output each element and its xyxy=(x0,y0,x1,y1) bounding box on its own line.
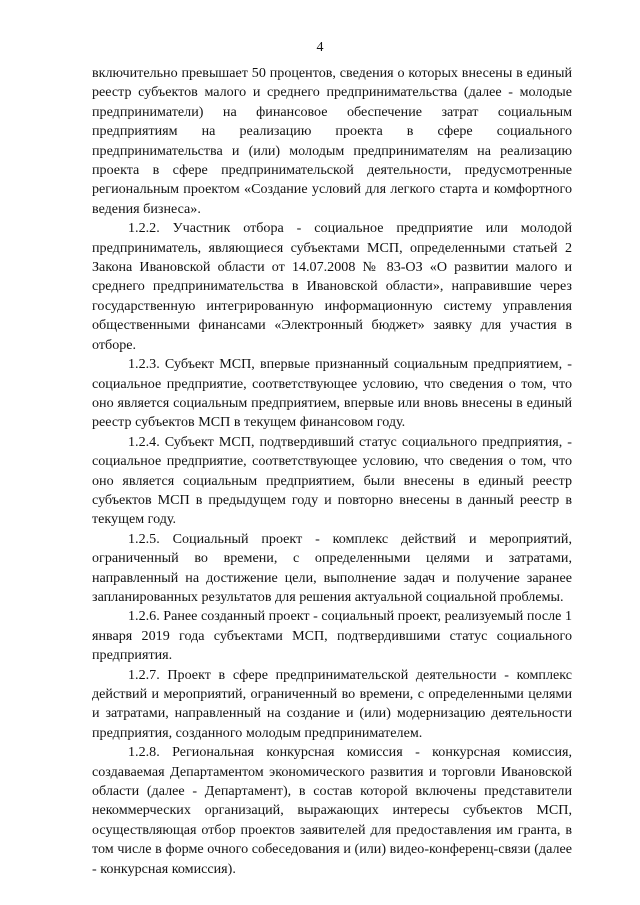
page-number: 4 xyxy=(316,40,324,55)
paragraph-1-2-6: 1.2.6. Ранее созданный проект - социальный проект, реализуемый после 1 января 2019 года субъектами МСП, подтвердившими статус социального предприятия. xyxy=(92,608,572,664)
paragraph-1-2-4: 1.2.4. Субъект МСП, подтвердивший статус социального предприятия, - социальное предприятие, соответствующее условию, что сведения о том, что оно является социальным предприятием, были внесены в единый реестр субъектов МСП в предыдущем году и повторно внесены в данный реестр в текущем году. xyxy=(92,433,572,528)
paragraph-continuation: включительно превышает 50 процентов, сведения о которых внесены в единый реестр субъектов малого и среднего предпринимательства (далее - молодые предприниматели) на финансовое обеспечение затрат социальным предприятиям на реализацию проекта в сфере социального предпринимательства и (или) молодым предпринимателям на реализацию проекта в сфере предпринимательской деятельности, предусмотренные региональным проектом «Создание условий для легкого старта и комфортного ведения бизнеса». xyxy=(92,65,572,217)
paragraph-1-2-8: 1.2.8. Региональная конкурсная комиссия - конкурсная комиссия, создаваемая Департаментом экономического развития и торговли Ивановской области (далее - Департамент), в состав которой включены представители некоммерческих организаций, выражающих интересы субъектов МСП, осуществляющая отбор проектов заявителей для предоставления им гранта, в том числе в форме очного собеседования и (или) видео-конференц-связи (далее - конкурсная комиссия). xyxy=(92,744,572,877)
paragraph-1-2-5: 1.2.5. Социальный проект - комплекс действий и мероприятий, ограниченный во времени, с определенными целями и затратами, направленный на достижение цели, выполнение задач и получение заранее запланированных результатов для решения актуальной социальной проблемы. xyxy=(92,530,572,605)
paragraph-1-2-3: 1.2.3. Субъект МСП, впервые признанный социальным предприятием, - социальное предприятие, соответствующее условию, что сведения о том, что оно является социальным предприятием, впервые или вновь внесены в единый реестр субъектов МСП в текущем финансовом году. xyxy=(92,356,572,431)
document-body xyxy=(92,64,572,879)
paragraph-1-2-2: 1.2.2. Участник отбора - социальное предприятие или молодой предприниматель, являющиеся субъектами МСП, определенными статьей 2 Закона Ивановской области от 14.07.2008 № 83-ОЗ «О развитии малого и среднего предпринимательства в Ивановской области», направившие через государственную интегрированную информационную систему управления общественными финансами «Электронный бюджет» заявку для участия в отборе. xyxy=(92,220,572,353)
paragraph-1-2-7: 1.2.7. Проект в сфере предпринимательской деятельности - комплекс действий и мероприятий, ограниченный во времени, с определенными целями и затратами, направленный на создание и (или) модернизацию деятельности предприятия, созданного молодым предпринимателем. xyxy=(92,666,572,741)
